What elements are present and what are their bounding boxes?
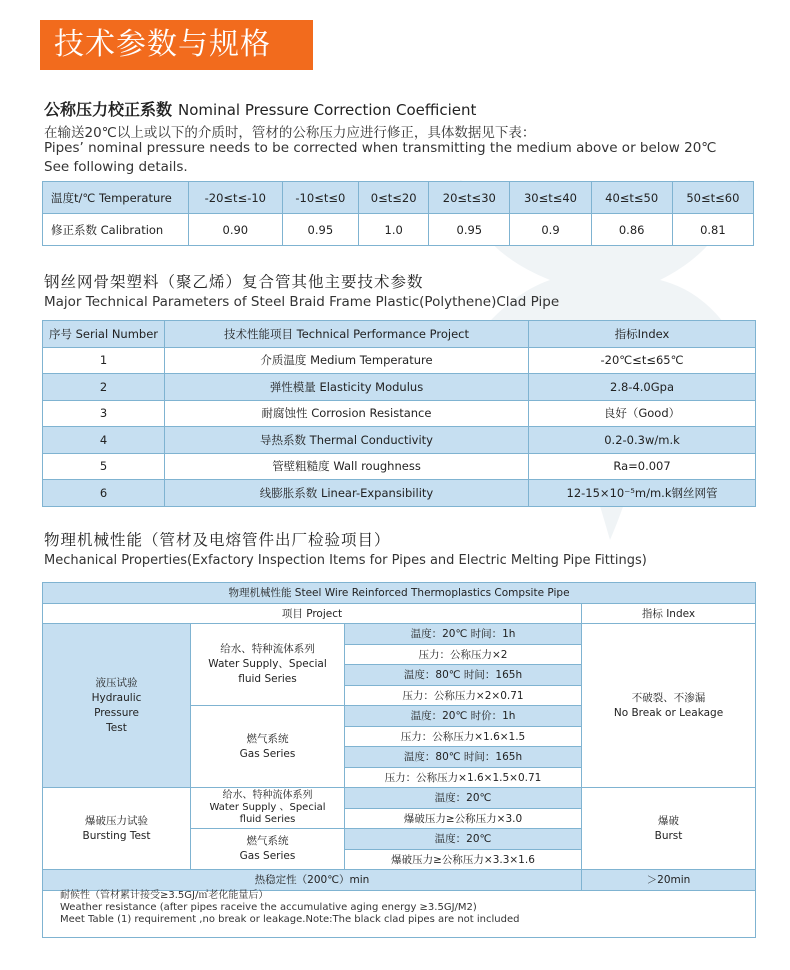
notes-line2: Weather resistance (after pipes raceive the accumulative aging energy ≥3.5GJ/M2) bbox=[60, 902, 477, 913]
burst-gas-en: Gas Series bbox=[239, 850, 296, 862]
gas-series bbox=[191, 706, 345, 788]
project-cell: 耐腐蚀性 Corrosion Resistance bbox=[165, 400, 529, 427]
burst-index-cn: 爆破 bbox=[658, 814, 679, 827]
burst-en: Bursting Test bbox=[82, 829, 151, 842]
table3-title: 物理机械性能 Steel Wire Reinforced Thermoplastics Compsite Pipe bbox=[43, 583, 756, 604]
calibration-value: 0.90 bbox=[189, 214, 283, 246]
burst-index bbox=[582, 788, 756, 870]
section2-title-cn: 钢丝网骨架塑料（聚乙烯）复合管其他主要技术参数 bbox=[44, 273, 424, 291]
water-en2: fluid Series bbox=[238, 673, 297, 685]
notes-line3: Meet Table (1) requirement ,no break or leakage.Note:The black clad pipes are not included bbox=[60, 914, 520, 925]
condition-cell: 压力：公称压力×2×0.71 bbox=[345, 685, 582, 706]
burst-water-cn: 给水、特种流体系列 bbox=[222, 790, 313, 801]
condition-cell: 温度：20℃ bbox=[345, 788, 582, 809]
col-index-header: 指标Index bbox=[529, 321, 756, 348]
index-cell: 2.8-4.0Gpa bbox=[529, 374, 756, 401]
hydraulic-index-en: No Break or Leakage bbox=[613, 706, 724, 719]
thermal-stability-value: ＞20min bbox=[582, 870, 756, 891]
table-row bbox=[43, 347, 756, 374]
project-cell: 管壁粗糙度 Wall roughness bbox=[165, 453, 529, 480]
section1-desc-en1: Pipes’ nominal pressure needs to be corrected when transmitting the medium above or below 20℃ bbox=[44, 140, 717, 156]
table-header-row bbox=[43, 321, 756, 348]
section1-title bbox=[44, 97, 476, 120]
hydraulic-test-label bbox=[43, 624, 191, 788]
calibration-value: 0.95 bbox=[282, 214, 358, 246]
correction-table-header-row bbox=[43, 182, 754, 214]
burst-water-series bbox=[191, 788, 345, 829]
index-cell: 12-15×10⁻⁵m/m.k钢丝网管 bbox=[529, 480, 756, 507]
serial-cell: 1 bbox=[43, 347, 165, 374]
hydraulic-en3: Test bbox=[106, 721, 127, 734]
condition-cell: 温度：80℃ 时间：165h bbox=[345, 747, 582, 768]
serial-cell: 4 bbox=[43, 427, 165, 454]
table-row bbox=[43, 453, 756, 480]
section1-title-en: Nominal Pressure Correction Coefficient bbox=[178, 101, 477, 119]
condition-cell: 压力：公称压力×1.6×1.5 bbox=[345, 726, 582, 747]
col-index-header: 指标 Index bbox=[582, 603, 756, 624]
index-cell: 良好（Good） bbox=[529, 400, 756, 427]
hydraulic-en2: Pressure bbox=[94, 706, 139, 719]
water-en1: Water Supply、Special bbox=[208, 658, 327, 670]
project-cell: 弹性模量 Elasticity Modulus bbox=[165, 374, 529, 401]
calibration-value: 0.86 bbox=[591, 214, 672, 246]
burst-index-en: Burst bbox=[654, 829, 683, 842]
hydraulic-cn: 液压试验 bbox=[95, 676, 138, 689]
gas-cn: 燃气系统 bbox=[246, 732, 289, 745]
calibration-value: 0.95 bbox=[429, 214, 510, 246]
bursting-test-label bbox=[43, 788, 191, 870]
temp-cell: 20≤t≤30 bbox=[429, 182, 510, 214]
calibration-label: 修正系数 Calibration bbox=[43, 214, 189, 246]
burst-water-en1: Water Supply 、Special bbox=[209, 802, 326, 813]
mechanical-properties-table bbox=[42, 582, 756, 891]
index-cell: Ra=0.007 bbox=[529, 453, 756, 480]
hydraulic-index bbox=[582, 624, 756, 788]
notes-line1: 耐候性（管材累计接受≥3.5GJ/㎡老化能量后） bbox=[60, 890, 269, 901]
col-project-header: 技术性能项目 Technical Performance Project bbox=[165, 321, 529, 348]
section3-title-cn: 物理机械性能（管材及电熔管件出厂检验项目） bbox=[44, 531, 391, 549]
index-cell: -20℃≤t≤65℃ bbox=[529, 347, 756, 374]
table-row bbox=[43, 374, 756, 401]
table-row bbox=[43, 427, 756, 454]
condition-cell: 压力：公称压力×2 bbox=[345, 644, 582, 665]
col-project-header: 项目 Project bbox=[43, 603, 582, 624]
section3-title-en: Mechanical Properties(Exfactory Inspection Items for Pipes and Electric Melting Pipe Fittings) bbox=[44, 553, 647, 568]
temp-cell: 50≤t≤60 bbox=[672, 182, 753, 214]
section1-title-cn: 公称压力校正系数 bbox=[44, 100, 173, 119]
gas-en: Gas Series bbox=[239, 747, 296, 760]
calibration-value: 0.81 bbox=[672, 214, 753, 246]
water-cn: 给水、特种流体系列 bbox=[220, 643, 315, 655]
condition-cell: 爆破压力≥公称压力×3.0 bbox=[345, 808, 582, 829]
condition-cell: 温度：20℃ 时间：1h bbox=[345, 624, 582, 645]
temp-cell: -10≤t≤0 bbox=[282, 182, 358, 214]
temperature-header: 温度t/℃ Temperature bbox=[43, 182, 189, 214]
thermal-stability-label: 热稳定性（200℃）min bbox=[43, 870, 582, 891]
section1-desc-en2: See following details. bbox=[44, 159, 188, 175]
temp-cell: -20≤t≤-10 bbox=[189, 182, 283, 214]
index-cell: 0.2-0.3w/m.k bbox=[529, 427, 756, 454]
temp-cell: 30≤t≤40 bbox=[510, 182, 591, 214]
temp-cell: 0≤t≤20 bbox=[359, 182, 429, 214]
section-banner: 技术参数与规格 bbox=[40, 20, 313, 70]
project-cell: 导热系数 Thermal Conductivity bbox=[165, 427, 529, 454]
serial-cell: 3 bbox=[43, 400, 165, 427]
col-serial-header: 序号 Serial Number bbox=[43, 321, 165, 348]
burst-gas-series bbox=[191, 829, 345, 870]
table-row bbox=[43, 400, 756, 427]
table-row bbox=[43, 480, 756, 507]
condition-cell: 温度：20℃ 时价：1h bbox=[345, 706, 582, 727]
section1-desc-cn: 在输送20℃以上或以下的介质时，管材的公称压力应进行修正，具体数据见下表： bbox=[44, 125, 536, 141]
burst-gas-cn: 燃气系统 bbox=[246, 835, 289, 847]
section2-title-en: Major Technical Parameters of Steel Braid Frame Plastic(Polythene)Clad Pipe bbox=[44, 294, 560, 310]
project-cell: 介质温度 Medium Temperature bbox=[165, 347, 529, 374]
correction-table bbox=[42, 181, 754, 246]
hydraulic-index-cn: 不破裂、不渗漏 bbox=[631, 691, 706, 704]
burst-cn: 爆破压力试验 bbox=[85, 814, 148, 827]
temp-cell: 40≤t≤50 bbox=[591, 182, 672, 214]
serial-cell: 2 bbox=[43, 374, 165, 401]
technical-params-table bbox=[42, 320, 756, 507]
hydraulic-en1: Hydraulic bbox=[91, 691, 142, 704]
water-supply-series bbox=[191, 624, 345, 706]
calibration-value: 0.9 bbox=[510, 214, 591, 246]
condition-cell: 温度：80℃ 时间：165h bbox=[345, 665, 582, 686]
calibration-value: 1.0 bbox=[359, 214, 429, 246]
condition-cell: 爆破压力≥公称压力×3.3×1.6 bbox=[345, 849, 582, 870]
serial-cell: 6 bbox=[43, 480, 165, 507]
correction-table-value-row bbox=[43, 214, 754, 246]
project-cell: 线膨胀系数 Linear-Expansibility bbox=[165, 480, 529, 507]
condition-cell: 温度：20℃ bbox=[345, 829, 582, 850]
condition-cell: 压力：公称压力×1.6×1.5×0.71 bbox=[345, 767, 582, 788]
weather-notes bbox=[60, 890, 519, 926]
burst-water-en2: fluid Series bbox=[239, 814, 296, 825]
serial-cell: 5 bbox=[43, 453, 165, 480]
